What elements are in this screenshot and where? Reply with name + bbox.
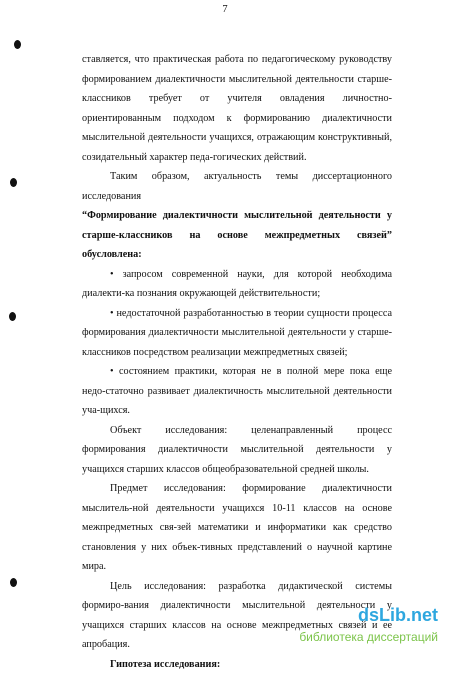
punch-hole-mark	[14, 40, 21, 49]
punch-hole-mark	[9, 312, 16, 321]
list-item: • недостаточной разработанностью в теории сущности процесса формирования диалектичности мыслительной деятельности у старше-классников посредством реализации межпредметных связей;	[82, 304, 392, 363]
document-body	[82, 50, 392, 674]
watermark-logo: dsLib.net	[358, 605, 438, 626]
paragraph: Цель исследования: разработка дидактической системы формиро-вания диалектичности мыслительной деятельности у учащихся старших классов на основе межпредметных связей и ее апробация.	[82, 577, 392, 655]
list-item: • состоянием практики, которая не в полной мере пока еще недо-статочно развивает диалектичность мыслительной деятельности уча-щихся.	[82, 362, 392, 421]
punch-hole-mark	[10, 578, 17, 587]
paragraph: “Формирование диалектичности мыслительной деятельности у старше-классников на основе межпредметных связей” обусловлена:	[82, 206, 392, 265]
watermark-subtitle: библиотека диссертаций	[299, 630, 438, 644]
page-number: 7	[0, 4, 450, 15]
list-item: • запросом современной науки, для которой необходима диалекти-ка познания окружающей действительности;	[82, 265, 392, 304]
paragraph: Объект исследования: целенаправленный процесс формирования диалектичности мыслительной деятельности у учащихся старших классов общеобразовательной средней школы.	[82, 421, 392, 480]
punch-hole-mark	[10, 178, 17, 187]
paragraph: ставляется, что практическая работа по педагогическому руководству формированием диалектичности мыслительной деятельности старше-классников требует от учителя овладения личностно-ориентированным подходом к формированию диалектичности мыслительной деятельности учащихся, отражающим конструктивный, созидательный характер педа-гогических действий.	[82, 50, 392, 167]
paragraph: Предмет исследования: формирование диалектичности мыслитель-ной деятельности учащихся 10-11 классов на основе межпредметных свя-зей математики и информатики как средство становления у них объек-тивных представлений о научной картине мира.	[82, 479, 392, 577]
paragraph: Таким образом, актуальность темы диссертационного исследования	[82, 167, 392, 206]
paragraph: Гипотеза исследования:	[82, 655, 392, 674]
